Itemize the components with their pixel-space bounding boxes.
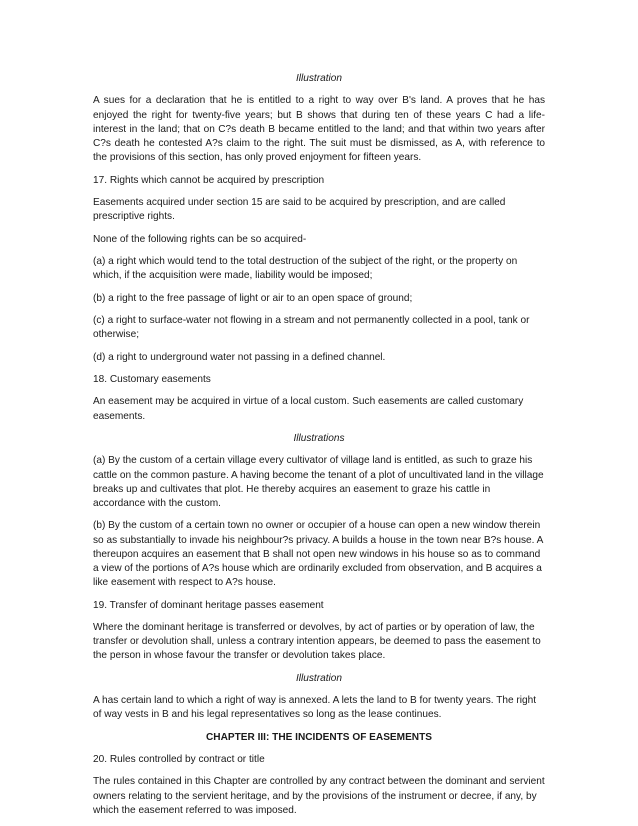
section-20-paragraph: The rules contained in this Chapter are controlled by any contract between the dominant and servient owners relating to the servient heritage, and by the provisions of the instrument or decree, if any, by which the easement referred to was imposed. bbox=[93, 776, 545, 816]
illustration-paragraph: A sues for a declaration that he is entitled to a right to way over B's land. A proves that he has enjoyed the right for twenty-five years; but B shows that during ten of these years C had a life-interest in the land; that on C?s death B became entitled to the land; and that within two years after C?s death he contested A?s claim to the right. The suit must be dismissed, as A, with reference to the provisions of this section, has only proved enjoyment for fifteen years. bbox=[93, 95, 545, 164]
illustrations-heading: Illustrations bbox=[293, 432, 345, 444]
document-page bbox=[93, 72, 545, 826]
section-17-heading: 17. Rights which cannot be acquired by prescription bbox=[93, 174, 325, 186]
illustration-heading: Illustration bbox=[295, 73, 342, 84]
section-17-clause-c: (c) a right to surface-water not flowing in a stream and not permanently collected in a pool, tank or otherwise; bbox=[93, 314, 530, 341]
illustration-heading-2: Illustration bbox=[295, 672, 342, 684]
section-18-paragraph: An easement may be acquired in virtue of a local custom. Such easements are called customary easements. bbox=[93, 396, 524, 422]
section-20-heading: 20. Rules controlled by contract or title bbox=[93, 754, 265, 766]
section-17-intro: None of the following rights can be so acquired- bbox=[93, 233, 307, 245]
illustration-a-paragraph: (a) By the custom of a certain village every cultivator of village land is entitled, as such to graze his cattle on the common pasture. A having become the tenant of a plot of uncultivated land in the village breaks up and cultivates that plot. He thereby acquires an easement to graze his cattle in accordance with the custom. bbox=[93, 455, 544, 509]
section-19-paragraph: Where the dominant heritage is transferred or devolves, by act of parties or by operation of law, the transfer or devolution shall, unless a contrary intention appears, be deemed to pass the easement to the person in whose favour the transfer or devolution takes place. bbox=[93, 621, 541, 662]
section-17-clause-b: (b) a right to the free passage of light or air to an open space of ground; bbox=[93, 292, 413, 304]
section-18-heading: 18. Customary easements bbox=[93, 373, 211, 385]
section-19-heading: 19. Transfer of dominant heritage passes easement bbox=[93, 599, 324, 611]
section-17-clause-a: (a) a right which would tend to the total destruction of the subject of the right, or the property on which, if the acquisition were made, liability would be imposed; bbox=[93, 255, 518, 282]
illustration-paragraph-2: A has certain land to which a right of way is annexed. A lets the land to B for twenty years. The right of way vests in B and his legal representatives so long as the lease continues. bbox=[93, 695, 537, 721]
section-17-clause-d: (d) a right to underground water not passing in a defined channel. bbox=[93, 351, 386, 363]
illustration-b-paragraph: (b) By the custom of a certain town no owner or occupier of a house can open a new window therein so as substantially to invade his neighbour?s privacy. A builds a house in the town near B?s house. A thereupon acquires an easement that B shall not open new windows in his house so as to command a view of the portions of A?s house which are ordinarily excluded from observation, and B acquires a like easement with respect to A?s house. bbox=[93, 520, 543, 589]
section-17-paragraph: Easements acquired under section 15 are said to be acquired by prescription, and are called prescriptive rights. bbox=[93, 196, 506, 223]
chapter-title: CHAPTER III: THE INCIDENTS OF EASEMENTS bbox=[205, 731, 432, 743]
